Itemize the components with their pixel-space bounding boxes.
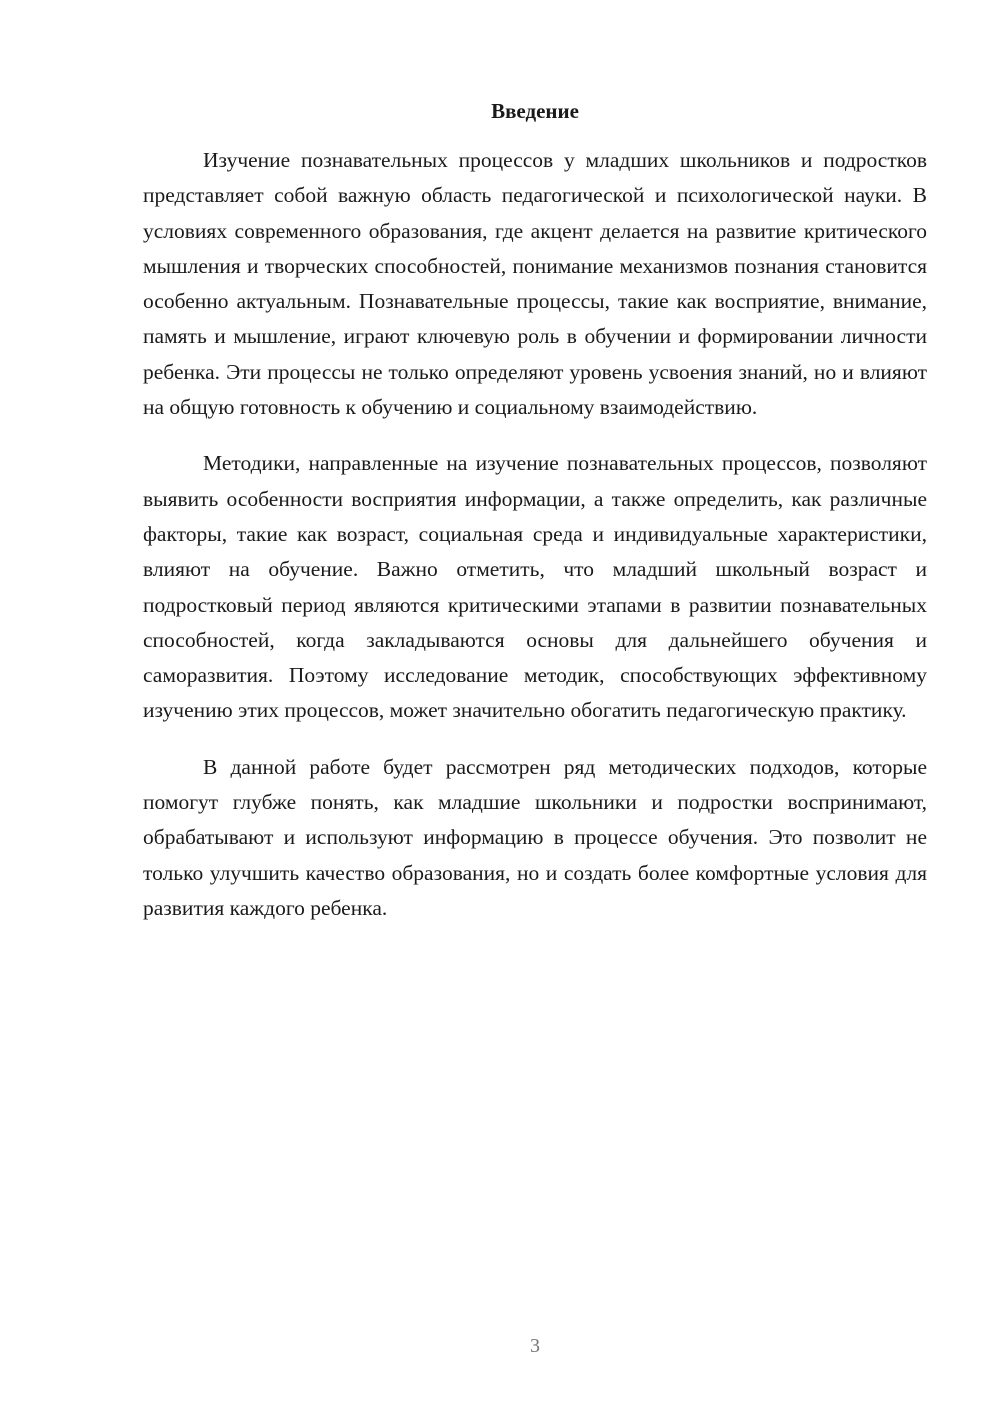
section-heading: Введение [491,99,579,123]
paragraph-2: Методики, направленные на изучение познавательных процессов, позволяют выявить особенности восприятия информации, а также определить, как различные факторы, такие как возраст, социальная среда и индивидуальные характеристики, влияют на обучение. Важно отметить, что младший школьный возраст и подростковый период являются критическими этапами в развитии познавательных способностей, когда закладываются основы для дальнейшего обучения и саморазвития. Поэтому исследование методик, способствующих эффективному изучению этих процессов, может значительно обогатить педагогическую практику. [143,451,927,723]
body-text [143,143,927,947]
page-number: 3 [530,1335,540,1357]
paragraph-1: Изучение познавательных процессов у младших школьников и подростков представляет собой важную область педагогической и психологической науки. В условиях современного образования, где акцент делается на развитие критического мышления и творческих способностей, понимание механизмов познания становится особенно актуальным. Познавательные процессы, такие как восприятие, внимание, память и мышление, играют ключевую роль в обучении и формировании личности ребенка. Эти процессы не только определяют уровень усвоения знаний, но и влияют на общую готовность к обучению и социальному взаимодействию. [143,148,927,420]
paragraph-3: В данной работе будет рассмотрен ряд методических подходов, которые помогут глубже понять, как младшие школьники и подростки воспринимают, обрабатывают и используют информацию в процессе обучения. Это позволит не только улучшить качество образования, но и создать более комфортные условия для развития каждого ребенка. [143,754,927,920]
